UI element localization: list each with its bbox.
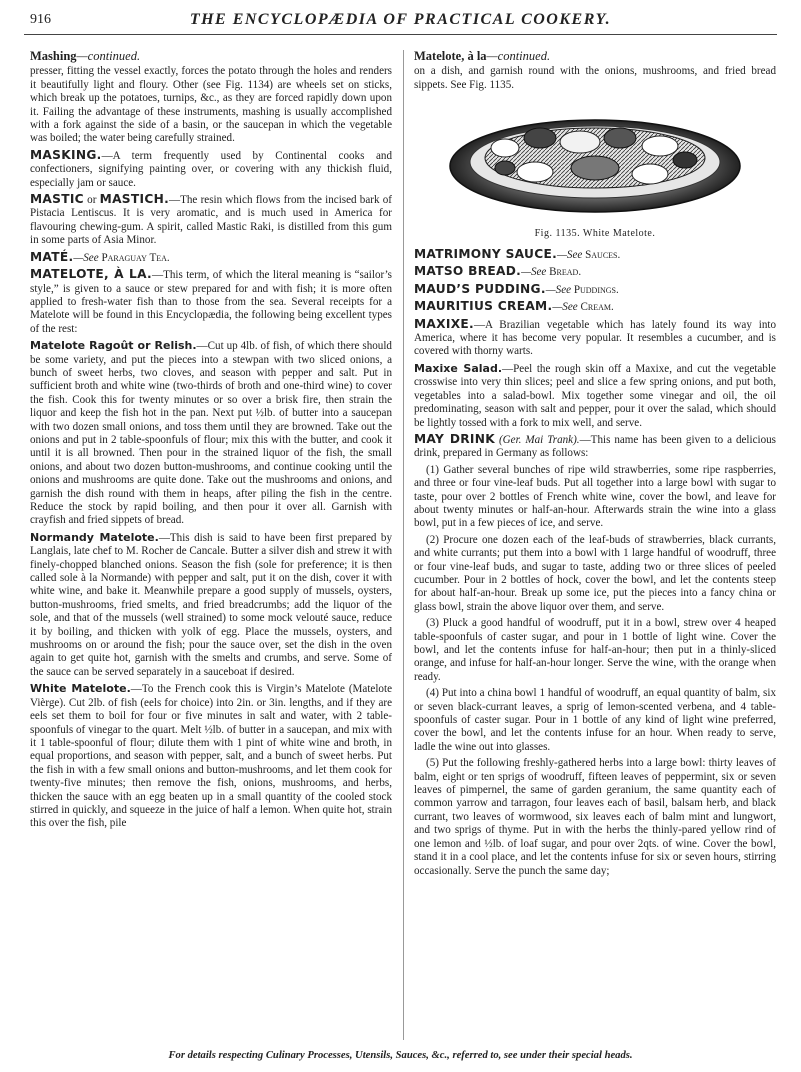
continued-heading: Mashing—continued. bbox=[30, 49, 141, 63]
headword: MAUD’S PUDDING. bbox=[414, 281, 546, 296]
entry-mauds-pudding: MAUD’S PUDDING.—See Puddings. bbox=[414, 281, 619, 296]
entry-matelote: MATELOTE, À LA.—This term, of which the literal meaning is “sailor’s style,” is given to a sauce or stew prepared for and with fish; it is more often applied to fresh-water fish than to those from the sea. Several receipts for a Matelote will be found in this Encyclopædia, the following being excellent types of the rest: bbox=[30, 267, 392, 335]
matelote-continued-paragraph: on a dish, and garnish round with the onions, mushrooms, and fried bread sippets. See Fig. 1135. bbox=[414, 65, 776, 91]
entry-maxixe: MAXIXE.—A Brazilian vegetable which has lately found its way into America, where it has become very popular. It resembles a cucumber, and is covered with thorny warts. bbox=[414, 316, 776, 358]
recipe-normandy-matelote: Normandy Matelote.—This dish is said to have been first prepared by Langlais, late chef to M. Rocher de Cancale. Butter a silver dish and strew it with finely-chopped blanched onions. Season the fish (sole for preference; it is then called sole à la Normande) with pepper and salt, put it on the dish, cover it with white wine, and bake it. Meanwhile prepare a good supply of mussels, oysters, button-mushrooms, fried smelts, and fried breadcrumbs; add the liquor of the sole, and that of the mussels (well strained) to some mock velouté sauce, reduce it by boiling, and thicken with yolk of egg. Place the mussels, oysters, and mushrooms on or around the fish; pour the sauce over, set the dish in the oven again to get quite hot, garnish with the smelts and crumbs, and serve. Some of the sauce can be served separately in a sauceboat if desired. bbox=[30, 530, 393, 678]
entry-mauritius-cream: MAURITIUS CREAM.—See Cream. bbox=[414, 299, 614, 314]
column-divider bbox=[403, 50, 404, 1040]
entry-mastic: MASTIC or MASTICH.—The resin which flows from the incised bark of Pistacia Lentiscus. It is very aromatic, and is much used in America for flavouring chewing-gum. A spirit, called Mastic Raki, is distilled from this gum in some parts of Asia Minor. bbox=[30, 192, 392, 247]
white-matelote-illustration bbox=[445, 98, 745, 218]
headword: MATSO BREAD. bbox=[414, 264, 522, 279]
mashing-paragraph: presser, fitting the vessel exactly, forces the potato through the holes and renders it beautifully light and floury. Other (see Fig. 1134) are wheels set on sticks, which break up the potatoes, turnips, &c., as they are forced rapidly down upon it. Failing the advantage of these instruments, mashing is usually accomplished with a fork against the side of a basin, or the saucepan in which the vegetable was boiled; the water being carefully strained. bbox=[30, 65, 392, 145]
recipe-title: Maxixe Salad. bbox=[414, 361, 503, 375]
recipe-title: Matelote Ragoût or Relish. bbox=[30, 339, 197, 353]
headword: MATÉ. bbox=[30, 249, 74, 264]
left-column bbox=[30, 50, 392, 834]
page-footer: For details respecting Culinary Processes, Utensils, Sauces, &c., referred to, see under their special heads. bbox=[168, 1050, 633, 1061]
entry-may-drink: MAY DRINK (Ger. Mai Trank).—This name has been given to a delicious drink, prepared in Germany as follows: bbox=[414, 431, 776, 460]
entry-matrimony-sauce: MATRIMONY SAUCE.—See Sauces. bbox=[414, 247, 621, 262]
page-number: 916 bbox=[30, 12, 51, 27]
recipe-title: White Matelote. bbox=[30, 682, 131, 696]
headword: MATELOTE, À LA. bbox=[30, 267, 152, 282]
may-drink-recipes bbox=[414, 464, 776, 878]
header-rule bbox=[24, 34, 777, 35]
may-drink-recipe-2: (2) Procure one dozen each of the leaf-buds of strawberries, black currants, and white currants; put them into a bowl with 1 large handful of woodruff, three or four vine-leaf buds, and sugar to taste, adding two or three slices of peeled cucumber. Pour in 2 bottles of hock, cover the bowl, and let the contents steep for about half-an-hour. Break up some ice, put the pieces into a fancy china or glass bowl, strain the above liquor over them, and serve. bbox=[414, 533, 776, 613]
right-column bbox=[414, 50, 776, 881]
headword: MASKING. bbox=[30, 147, 102, 162]
headword: MAXIXE. bbox=[414, 316, 474, 331]
continued-heading: Matelote, à la—continued. bbox=[414, 49, 551, 63]
figure-caption: Fig. 1135. White Matelote. bbox=[534, 227, 656, 239]
entry-matso-bread: MATSO BREAD.—See Bread. bbox=[414, 264, 582, 279]
running-title: THE ENCYCLOPÆDIA OF PRACTICAL COOKERY. bbox=[189, 11, 612, 28]
entry-masking: MASKING.—A term frequently used by Continental cooks and confectioners, signifying painting over, or covering with any thickish fluid, especially jam or sauce. bbox=[30, 147, 392, 189]
may-drink-recipe-1: (1) Gather several bunches of ripe wild strawberries, some ripe raspberries, and three or four vine-leaf buds. Put all together into a large bowl with sugar to taste, pour over 2 bottles of French white wine, cover the bowl, and leave for about twenty minutes or half-an-hour. Afterwards strain the wine into a glass bowl, put in a few pieces of ice, and serve. bbox=[414, 463, 776, 530]
recipe-maxixe-salad: Maxixe Salad.—Peel the rough skin off a Maxixe, and cut the vegetable crosswise into very thin slices; peel and slice a few spring onions, and put both, vegetables into a salad-bowl. Mix together some vinegar and oil, the oil predominating, season with salt and pepper, pour it over the salad, which should be lightly tossed with a fork to mix well, and serve. bbox=[414, 361, 776, 429]
headword: MAURITIUS CREAM. bbox=[414, 299, 553, 314]
may-drink-recipe-3: (3) Pluck a good handful of woodruff, put it in a bowl, strew over 4 heaped table-spoonfuls of caster sugar, and pour in 1 bottle of light wine. Cover the bowl, and let the contents infuse for half-an-hour; then put in a thinly-sliced orange, and infuse for half-an-hour longer. Serve the wine, with the orange when ready. bbox=[414, 617, 776, 683]
figure-white-matelote bbox=[414, 98, 776, 240]
may-drink-recipe-4: (4) Put into a china bowl 1 handful of woodruff, an equal quantity of balm, six or seven black-currant leaves, a sprig of lemon-scented verbena, and 4 table-spoonfuls of caster sugar. Pour in 1 bottle of any kind of light wine preferred, cover the bowl, and let the contents infuse for an hour. When ready to serve, ladle the wine out into glasses. bbox=[414, 687, 776, 753]
headword: MAY DRINK bbox=[414, 431, 496, 446]
entry-mate: MATÉ.—See Paraguay Tea. bbox=[30, 249, 170, 264]
recipe-matelote-ragout: Matelote Ragoût or Relish.—Cut up 4lb. of fish, of which there should be some variety, and put the pieces into a stewpan with two sliced onions, a bunch of sweet herbs, two cloves, and season with pepper and salt. Put in sufficient broth and white wine (two-thirds of broth and one-third wine) to cover the fish. Cook this for twenty minutes or so over a brisk fire, then strain the liquor and keep the fish hot in the pan. Next put ½lb. of butter into a saucepan with two dozen small onions, and toss them until they are browned. Take out the onions and put in 2 table-spoonfuls of flour; mix this with the butter, and cook it until it is all browned. Then pour in the strained liquor of the fish, the small onions, and about two dozen button-mushrooms, and continue cooking until the onions and mushrooms are quite done. Take out the mushrooms and onions, and garnish the dish round with them in heaps, after piling the fish in the centre. Reduce the stock by rapid boiling, and then pour it over all. Garnish with crayfish and fried sippets of bread. bbox=[30, 339, 392, 527]
headword: MATRIMONY SAUCE. bbox=[414, 247, 558, 262]
recipe-white-matelote: White Matelote.—To the French cook this is Virgin’s Matelote (Matelote Vièrge). Cut 2lb. of fish (eels for choice) into 2in. or 3in. lengths, and if they are eels set them to boil for four or five minutes in salt and water, with 2 table-spoonfuls of vinegar to the quart. Melt ½lb. of butter in a saucepan, and mix with it 1 table-spoonful of flour; dilute them with 1 pint of white wine and broth, in equal proportions, and season with pepper, salt, and a bunch of sweet herbs. Put the fish in with a few small onions and button-mushrooms, and let them cook for twenty-five minutes; then remove the fish, onions, mushrooms, and herbs, thicken the sauce with an egg beaten up in a small quantity of the cooled stock stirred in quickly, and squeeze in the juice of half a lemon. When quite hot, strain this over the fish, pile bbox=[30, 682, 392, 830]
recipe-title: Normandy Matelote. bbox=[30, 530, 159, 544]
headword: MASTIC bbox=[30, 192, 84, 207]
may-drink-recipe-5: (5) Put the following freshly-gathered herbs into a large bowl: thirty leaves of balm, eight or ten sprigs of woodruff, fifteen leaves of peppermint, six or seven leaves of pimpernel, the same of garden geranium, the same quantity each of common yarrow and tarragon, four leaves each of basil, balsam herb, and black currant, two leaves of wormwood, six leaves each of balm mint and lungwort, and two sprigs of thyme. Put in with the herbs the thinly-pared yellow rind of one lemon and ½lb. of loaf sugar, and pour over 2qts. of wine. Cover the bowl, stand it in a cool place, and let the contents infuse for six or seven hours, stirring occasionally. Serve the punch the same day; bbox=[414, 757, 776, 877]
